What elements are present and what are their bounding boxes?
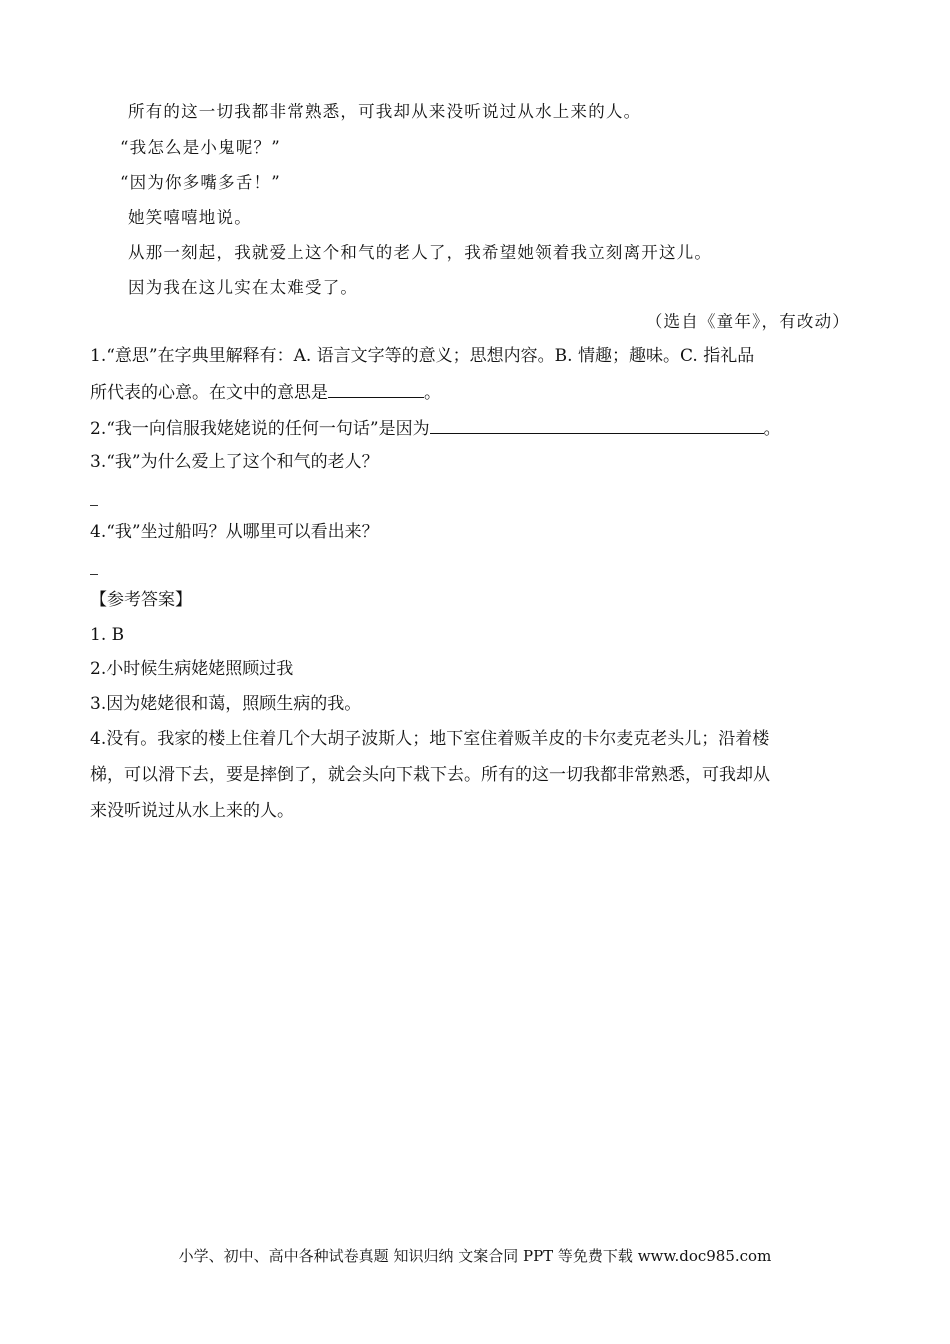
- passage-line-3: “因为你多嘴多舌！”: [120, 173, 281, 192]
- answer-1: 1. B: [90, 625, 125, 645]
- question-2-text: 2.“我一向信服我姥姥说的任何一句话”是因为: [90, 419, 430, 439]
- question-1-answer-blank[interactable]: [328, 379, 424, 398]
- question-1-end: 。: [424, 383, 441, 403]
- answer-4-line-3: 来没听说过从水上来的人。: [90, 801, 294, 821]
- question-1-line-2: [90, 379, 441, 405]
- question-3-answer-line[interactable]: [90, 505, 98, 506]
- answer-3: 3.因为姥姥很和蔼，照顾生病的我。: [90, 694, 362, 714]
- question-2-end: 。: [763, 419, 781, 439]
- passage-line-5: 从那一刻起，我就爱上这个和气的老人了，我希望她领着我立刻离开这儿。: [128, 243, 713, 262]
- passage-line-2: “我怎么是小鬼呢？”: [120, 138, 281, 157]
- question-1-text: 所代表的心意。在文中的意思是: [90, 383, 328, 403]
- question-2: [90, 415, 781, 441]
- passage-line-4: 她笑嘻嘻地说。: [128, 208, 252, 227]
- passage-line-6: 因为我在这儿实在太难受了。: [128, 278, 359, 297]
- answer-4-line-2: 梯，可以滑下去，要是摔倒了，就会头向下栽下去。所有的这一切我都非常熟悉，可我却从: [90, 765, 770, 785]
- passage-line-1: 所有的这一切我都非常熟悉，可我却从来没听说过从水上来的人。: [128, 102, 642, 121]
- question-4-answer-line[interactable]: [90, 574, 98, 575]
- question-1-line-1: 1.“意思”在字典里解释有：A. 语言文字等的意义；思想内容。B. 情趣；趣味。C. 指礼品: [90, 346, 755, 366]
- answer-2: 2.小时候生病姥姥照顾过我: [90, 659, 294, 679]
- answer-4-line-1: 4.没有。我家的楼上住着几个大胡子波斯人；地下室住着贩羊皮的卡尔麦克老头儿；沿着楼: [90, 729, 770, 749]
- source-citation: （选自《童年》，有改动）: [645, 312, 850, 331]
- question-4: 4.“我”坐过船吗？从哪里可以看出来？: [90, 522, 379, 542]
- question-3: 3.“我”为什么爱上了这个和气的老人？: [90, 452, 379, 472]
- answers-heading: 【参考答案】: [90, 590, 192, 610]
- question-2-answer-blank[interactable]: [430, 415, 764, 434]
- footer-text: 小学、初中、高中各种试卷真题 知识归纳 文案合同 PPT 等免费下载 www.doc985.com: [178, 1247, 772, 1265]
